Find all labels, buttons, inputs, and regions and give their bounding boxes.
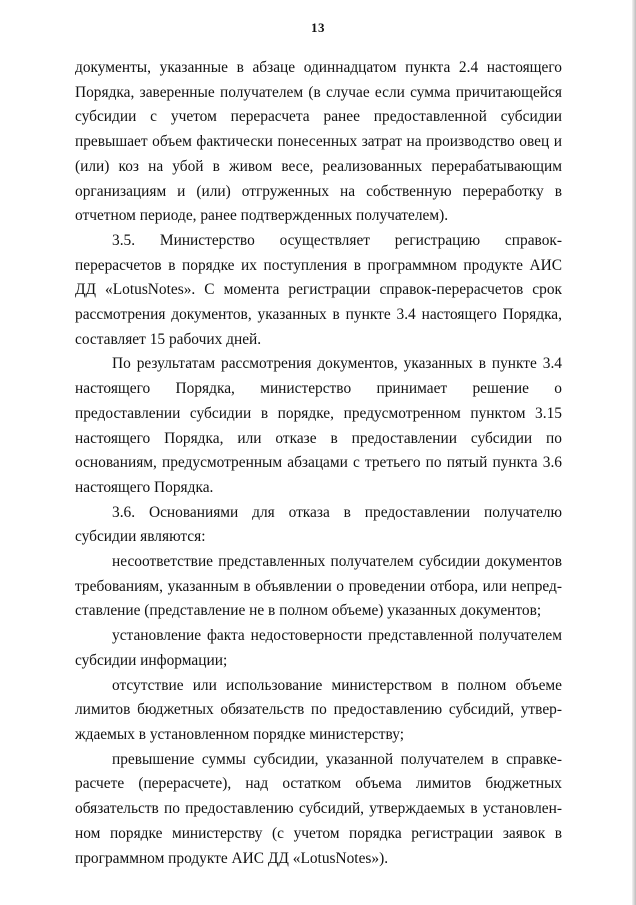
- paragraph-ground-excess: превышение суммы субсидии, указанной получателем в справке-расчете (перерасчете), над остатком объема лимитов бюджетных обязательств по предоставлению субсидий, утверждаемых в установленном порядке министерству (с учетом порядка регистрации заявок в программном продукте АИС ДД «LotusNotes»).: [75, 750, 562, 867]
- page-number: 13: [311, 20, 325, 35]
- paragraph-continuation: документы, указанные в абзаце одиннадцатом пункта 2.4 настоящего Порядка, заверенные получателем (в случае если сумма причитающейся субсидии с учетом перерасчета ранее предоставленной субсидии превышает объем фактически понесенных затрат на производство овец и (или) коз на убой в живом весе, реализованных перерабатывающим организациям и (или) отгруженных на собственную переработку в отчетном периоде, ранее подтвержденных получателем).: [75, 59, 562, 225]
- paragraph-ground-limits: отсутствие или использование министерством в полном объеме лимитов бюджетных обязательств по предоставлению субсидий, утверждаемых в установленном порядке министерству;: [75, 676, 562, 743]
- document-body: [75, 56, 562, 871]
- paragraph-ground-falsity: установление факта недостоверности представленной получателем субсидии информации;: [75, 627, 562, 669]
- paragraph-review-results: По результатам рассмотрения документов, указанных в пункте 3.4 настоящего Порядка, министерство принимает решение о предоставлении субсидии в порядке, предусмотренном пунктом 3.15 настоящего Порядка, или отказе в предоставлении субсидии по основаниям, предусмотренным абзацами с третьего по пятый пункта 3.6 настоящего Порядка.: [75, 355, 562, 496]
- paragraph-ground-mismatch: несоответствие представленных получателем субсидии документов требованиям, указанным в объявлении о проведении отбора, или непредставление (представление не в полном объеме) указанных документов;: [75, 553, 562, 620]
- paragraph-3-5: 3.5. Министерство осуществляет регистрацию справок-перерасчетов в порядке их поступления в программном продукте АИС ДД «LotusNotes». С момента регистрации справок-перерасчетов срок рассмотрения документов, указанных в пункте 3.4 настоящего Порядка, составляет 15 рабочих дней.: [75, 231, 562, 348]
- paragraph-3-6: 3.6. Основаниями для отказа в предоставлении получателю субсидии являются:: [75, 503, 562, 546]
- page-edge-shadow: [632, 0, 636, 905]
